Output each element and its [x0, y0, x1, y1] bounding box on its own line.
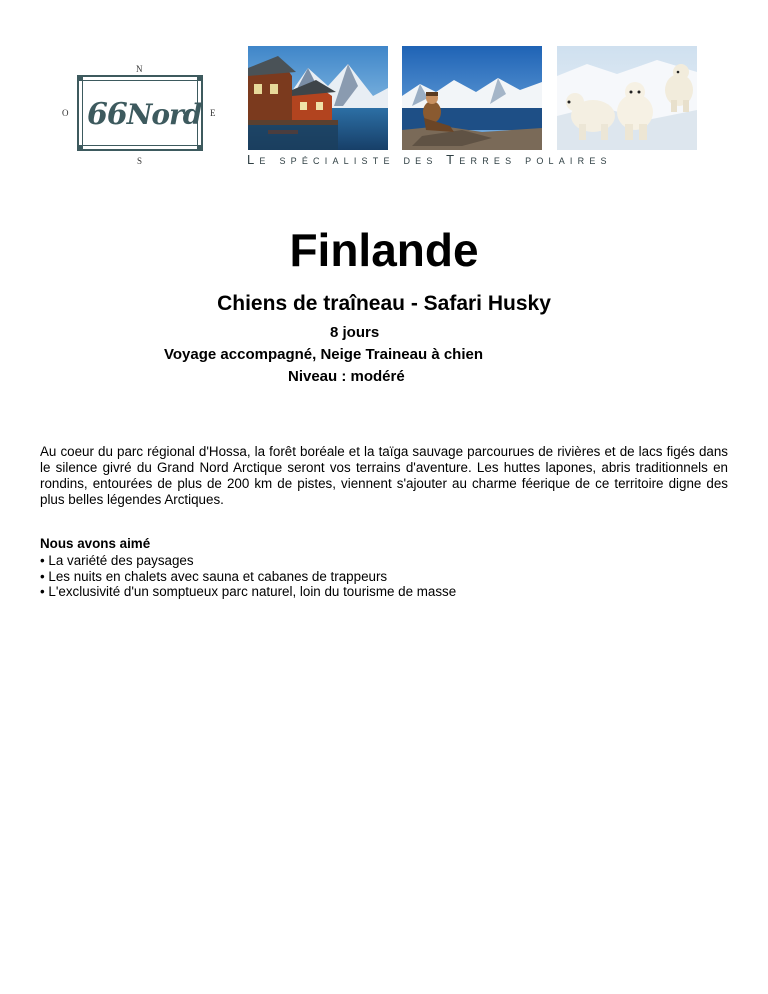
village-fjord-photo: [248, 46, 388, 150]
intro-paragraph: Au coeur du parc régional d'Hossa, la forêt boréale et la taïga sauvage parcourues de rivières et de lacs figés dans le silence givré du Grand Nord Arctique seront vos terrains d'aventure. Les huttes lapones, abris traditionnels en rondins, entourées de plus de 200 km de pistes, viennent s'ajouter au charme féerique de ce territoire digne des plus belles légendes Arctiques.: [40, 444, 728, 507]
company-logo: [62, 64, 222, 170]
logo-frame: [77, 75, 203, 151]
trip-type: Voyage accompagné, Neige Traineau à chien: [164, 346, 484, 363]
compass-west-label: O: [62, 108, 69, 118]
polar-bears-photo: [557, 46, 697, 150]
highlights-list: [40, 553, 456, 600]
trip-subtitle: Chiens de traîneau - Safari Husky: [217, 292, 551, 315]
trip-duration: 8 jours: [330, 324, 380, 341]
list-item: • Les nuits en chalets avec sauna et cabanes de trappeurs: [40, 568, 388, 584]
highlights-heading: Nous avons aimé: [40, 536, 151, 551]
traveler-mountains-photo: [402, 46, 542, 150]
page-title: Finlande: [289, 224, 479, 276]
logo-wordmark: 66Nord: [87, 97, 202, 132]
compass-south-label: S: [137, 156, 143, 166]
compass-east-label: E: [210, 108, 216, 118]
compass-north-label: N: [136, 64, 143, 74]
list-item: • La variété des paysages: [40, 553, 194, 568]
trip-level: Niveau : modéré: [288, 368, 405, 385]
company-tagline: Le spécialiste des Terres polaires: [247, 152, 612, 167]
list-item: • L'exclusivité d'un somptueux parc naturel, loin du tourisme de masse: [40, 584, 457, 599]
